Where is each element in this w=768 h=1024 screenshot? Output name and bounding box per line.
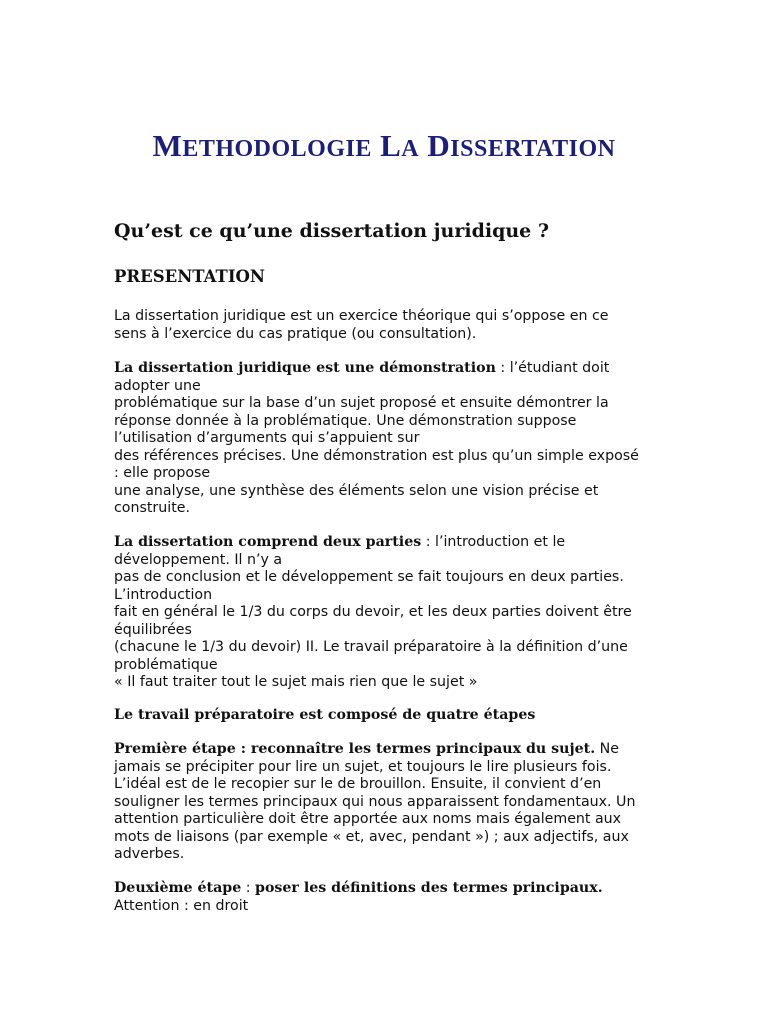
- paragraph-line: l’utilisation d’arguments qui s’appuient sur: [114, 430, 420, 446]
- paragraph-lead-line: [114, 360, 674, 378]
- paragraph-first-step: [114, 741, 674, 864]
- paragraph-lead-line: [114, 534, 674, 552]
- document-title: [0, 128, 768, 164]
- paragraph-line: adopter une: [114, 377, 201, 394]
- bold-tail: poser les définitions des termes principaux.: [255, 880, 603, 896]
- section-heading: PRESENTATION: [114, 267, 265, 286]
- paragraph-line: « Il faut traiter tout le sujet mais rien que le sujet »: [114, 674, 478, 690]
- paragraph-line: une analyse, une synthèse des éléments selon une vision précise et: [114, 482, 599, 499]
- paragraph-line: : elle propose: [114, 465, 211, 481]
- bold-lead: Deuxième étape: [114, 880, 242, 896]
- bold-lead: La dissertation comprend deux parties: [114, 534, 422, 550]
- paragraph-line: problématique: [114, 656, 218, 673]
- paragraph-intro: [114, 308, 674, 343]
- paragraph-line: L’introduction: [114, 586, 213, 603]
- lead-rest: : l’étudiant doit: [495, 360, 610, 376]
- paragraph-two-parts: [114, 534, 674, 692]
- paragraph-line: Attention : en droit: [114, 897, 249, 914]
- paragraph-line: adverbes.: [114, 846, 185, 862]
- paragraph-line: La dissertation juridique est un exercice théorique qui s’oppose en ce: [114, 308, 609, 324]
- title-word-1: METHODOLOGIE: [152, 128, 372, 163]
- paragraph-line: (chacune le 1/3 du devoir) II. Le travail préparatoire à la définition d’une: [114, 639, 628, 655]
- paragraph-line: réponse donnée à la problématique. Une démonstration suppose: [114, 412, 577, 429]
- title-word-3: DISSERTATION: [427, 128, 616, 163]
- lead-rest: Ne: [595, 741, 619, 757]
- paragraph-line: équilibrées: [114, 621, 192, 638]
- paragraph-line: sens à l’exercice du cas pratique (ou consultation).: [114, 325, 477, 342]
- paragraph-line: L’idéal est de le recopier sur le de brouillon. Ensuite, il convient d’en: [114, 776, 602, 792]
- paragraph-line: développement. Il n’y a: [114, 551, 283, 568]
- document-subtitle: Qu’est ce qu’une dissertation juridique ?: [114, 220, 550, 242]
- paragraph-line: souligner les termes principaux qui nous apparaissent fondamentaux. Un: [114, 793, 636, 810]
- paragraph-demonstration: [114, 360, 674, 518]
- paragraph-line: pas de conclusion et le développement se fait toujours en deux parties.: [114, 569, 624, 585]
- paragraph-line: jamais se précipiter pour lire un sujet, et toujours le lire plusieurs fois.: [114, 758, 612, 775]
- paragraph-lead-line: [114, 741, 674, 759]
- bold-lead: La dissertation juridique est une démonstration: [114, 360, 496, 376]
- lead-separator: :: [241, 880, 256, 896]
- paragraph-second-step: [114, 880, 674, 915]
- paragraph-lead-line: [114, 880, 674, 898]
- paragraph-line: mots de liaisons (par exemple « et, avec, pendant ») ; aux adjectifs, aux: [114, 828, 629, 845]
- paragraph-line: attention particulière doit être apportée aux noms mais également aux: [114, 811, 622, 827]
- lead-rest: : l’introduction et le: [421, 534, 566, 550]
- paragraph-line: des références précises. Une démonstration est plus qu’un simple exposé: [114, 447, 639, 464]
- bold-lead: Première étape : reconnaître les termes principaux du sujet.: [114, 741, 596, 757]
- title-word-2: LA: [380, 128, 420, 163]
- paragraph-line: fait en général le 1/3 du corps du devoir, et les deux parties doivent être: [114, 604, 632, 620]
- paragraph-line: problématique sur la base d’un sujet proposé et ensuite démontrer la: [114, 395, 609, 411]
- paragraph-line: construite.: [114, 500, 190, 516]
- preparatory-work-heading: Le travail préparatoire est composé de quatre étapes: [114, 707, 536, 723]
